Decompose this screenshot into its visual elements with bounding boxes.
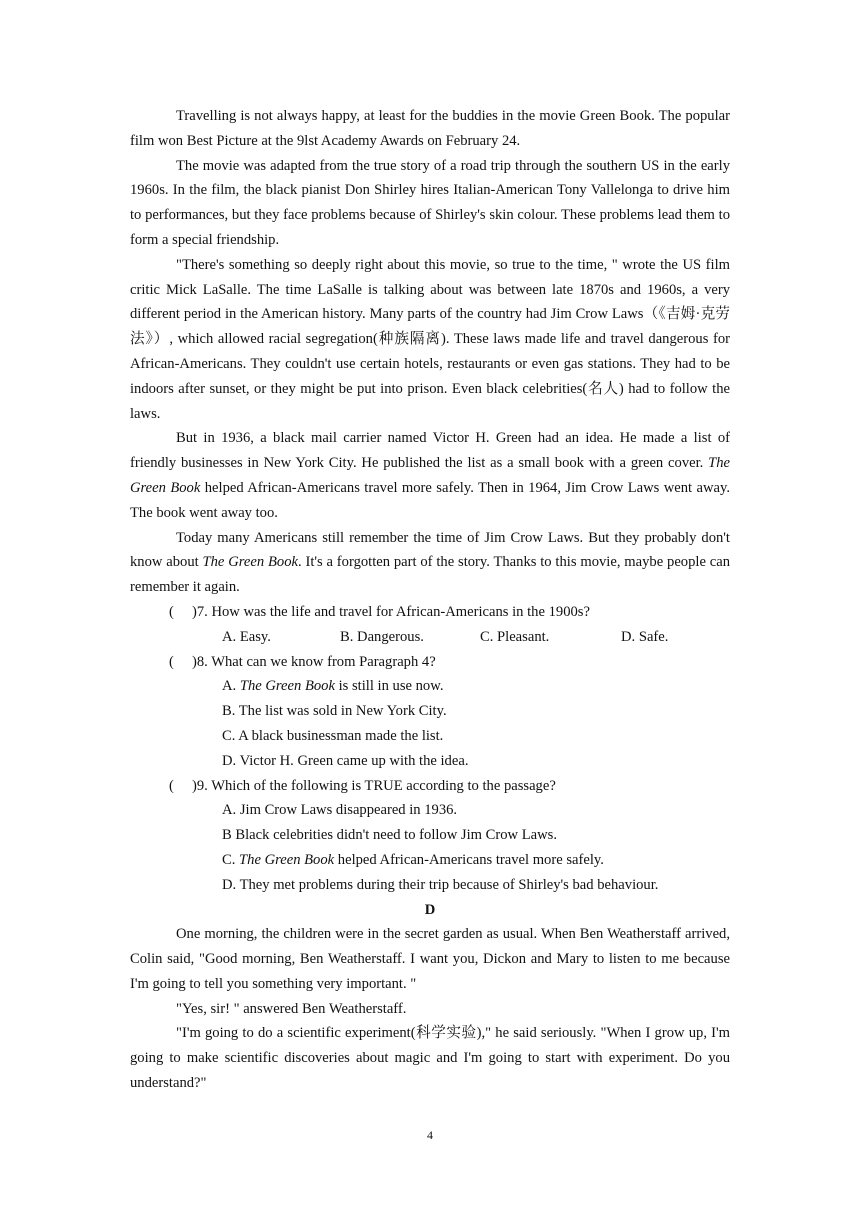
paragraph-c5-text-a: Today many Americans still remember the time of Jim Crow Laws. But they probably don't know about bbox=[130, 529, 730, 571]
paragraph-d1: One morning, the children were in the secret garden as usual. When Ben Weatherstaff arrived, Colin said, "Good morning, Ben Weatherstaff. I want you, Dickon and Mary to listen to me because I'm going to tell you something very important. " bbox=[130, 926, 730, 992]
option-text: is still in use now. bbox=[334, 678, 444, 695]
question-7-text: )7. How was the life and travel for African-Americans in the 1900s? bbox=[192, 603, 590, 620]
option-c: C. Pleasant. bbox=[480, 628, 550, 645]
option-b: B. The list was sold in New York City. bbox=[222, 703, 447, 720]
question-7-options bbox=[130, 625, 730, 650]
document-page bbox=[130, 104, 730, 1096]
question-9 bbox=[130, 774, 730, 799]
paragraph-c1: Travelling is not always happy, at least for the buddies in the movie Green Book. The popular film won Best Picture at the 9lst Academy Awards on February 24. bbox=[130, 108, 730, 149]
answer-blank-open[interactable]: ( bbox=[169, 777, 174, 794]
option-a: A. Jim Crow Laws disappeared in 1936. bbox=[222, 802, 458, 819]
question-8-text: )8. What can we know from Paragraph 4? bbox=[192, 653, 436, 670]
paragraph-c5-text-b: . It's a forgotten part of the story. Thanks to this movie, maybe people can remember it again. bbox=[130, 554, 730, 596]
option-d: D. Victor H. Green came up with the idea. bbox=[222, 752, 469, 769]
book-title: The Green Book bbox=[239, 678, 335, 695]
option-d: D. They met problems during their trip because of Shirley's bad behaviour. bbox=[222, 876, 659, 893]
paragraph-c4-text-b: helped African-Americans travel more safely. Then in 1964, Jim Crow Laws went away. The book went away too. bbox=[130, 479, 731, 521]
option-c: C. A black businessman made the list. bbox=[222, 727, 444, 744]
paragraph-c4 bbox=[130, 426, 730, 525]
section-heading-d: D bbox=[424, 901, 436, 918]
option-a bbox=[130, 674, 730, 699]
paragraph-d2: "Yes, sir! " answered Ben Weatherstaff. bbox=[176, 1000, 407, 1017]
option-b: B. Dangerous. bbox=[340, 628, 424, 645]
paragraph-c4-text-a: But in 1936, a black mail carrier named Victor H. Green had an idea. He made a list of friendly businesses in New York City. He published the list as a small book with a green cover. bbox=[130, 430, 730, 472]
paragraph-c5 bbox=[130, 526, 730, 600]
paragraph-c3: "There's something so deeply right about this movie, so true to the time, " wrote the US film critic Mick LaSalle. The time LaSalle is talking about was between late 1870s and 1960s, a very different period in the American history. Many parts of the country had Jim Crow Laws（《吉姆·克劳法》）, which allowed racial segregation(种族隔离). These laws made life and travel dangerous for African-Americans. They couldn't use certain hotels, restaurants or even gas stations. They had to be indoors after sunset, or they might be put into prison. Even black celebrities(名人) had to follow the laws. bbox=[130, 256, 730, 422]
answer-blank-open[interactable]: ( bbox=[169, 653, 174, 670]
paragraph-c2: The movie was adapted from the true story of a road trip through the southern US in the early 1960s. In the film, the black pianist Don Shirley hires Italian-American Tony Vallelonga to drive him to performances, but they face problems because of Shirley's skin colour. These problems lead them to form a special friendship. bbox=[130, 157, 730, 248]
book-title: The Green Book bbox=[239, 851, 335, 868]
option-c bbox=[130, 848, 730, 873]
book-title: The Green Book bbox=[130, 455, 730, 496]
question-9-text: )9. Which of the following is TRUE according to the passage? bbox=[192, 777, 556, 794]
option-prefix: C. bbox=[222, 851, 240, 868]
option-text: helped African-Americans travel more safely. bbox=[334, 851, 604, 868]
option-prefix: A. bbox=[222, 678, 240, 695]
book-title: The Green Book bbox=[202, 554, 298, 571]
option-a: A. Easy. bbox=[222, 628, 271, 645]
option-d: D. Safe. bbox=[621, 628, 669, 645]
paragraph-d3: "I'm going to do a scientific experiment(科学实验)," he said seriously. "When I grow up, I'm going to make scientific discoveries about magic and I'm going to start with experiment. Do you understand?" bbox=[130, 1025, 730, 1092]
answer-blank-open[interactable]: ( bbox=[169, 603, 174, 620]
option-b: B Black celebrities didn't need to follow Jim Crow Laws. bbox=[222, 827, 557, 844]
question-8 bbox=[130, 650, 730, 675]
page-number: 4 bbox=[427, 1128, 433, 1142]
question-7 bbox=[130, 600, 730, 625]
